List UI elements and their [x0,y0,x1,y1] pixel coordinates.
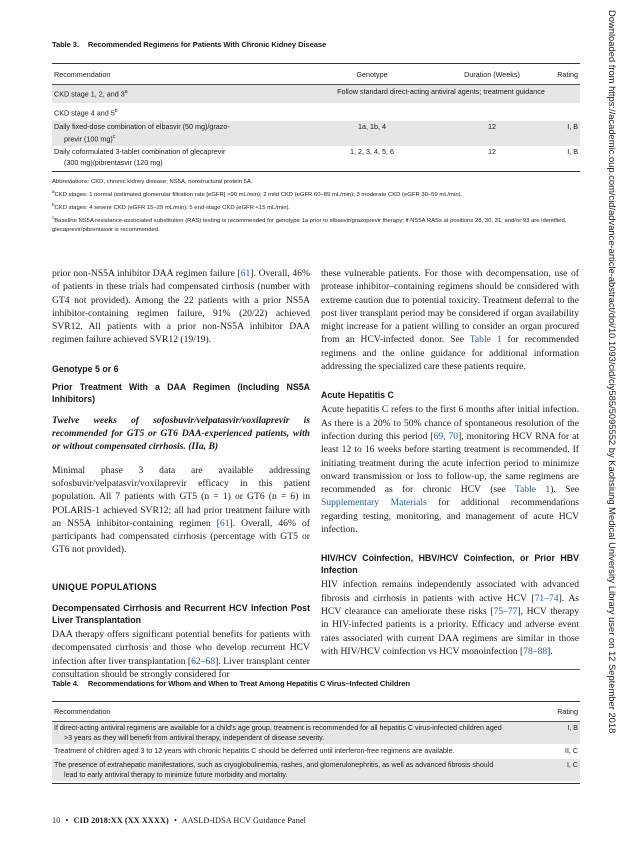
section-heading: Acute Hepatitis C [321,390,394,401]
table-row [52,103,580,121]
col-header-rating: Rating [557,707,578,716]
paragraph: Acute hepatitis C refers to the first 6 months after initial infection. As there is a 20% to 50% chance of spontaneous resolution of the infection during this period [69, 70], monitoring HCV RNA for at least 12 to 16 weeks before starting treatment is recommended. If initiating treatment during the acute infection period to minimize onward transmission or loss to follow-up, the same regimens are recommended as for chronic HCV (see Table 1). See Supplementary Materials for additional recommendations regarding testing, monitoring, and management of acute HCV infection. [321,404,579,536]
paragraph: Minimal phase 3 data are available addressing sofosbuvir/velpatasvir/voxilaprevir efficacy in this patient population. All 7 patients with GT5 (n = 1) or GT6 (n = 6) in POLARIS-1 achieved SVR12; all had prior treatment failure with an NS5A inhibitor-containing regimen [61]. Overall, 46% of participants had compensated cirrhosis (percentage with GT5 or GT6 not provided). [52,464,310,556]
paragraph: HIV infection remains independently associated with advanced fibrosis and cirrhosis in patients with active HCV [71–74]. As HCV clearance can ameliorate these risks [75–77], HCV therapy in HIV-infected patients is a priority. Efficacy and adverse event rates associated with current DAA regimens are similar in those with HIV/HCV coinfection vs HCV monoinfection [78–88]. [321,579,579,657]
download-watermark [606,10,620,780]
footnote-b: $^b$CKD stages: 4 severe CKD (eGFR 15–29 mL/min); 5 end-stage CKD (eGFR <15 mL/min). [52,202,291,212]
paragraph: prior non-NS5A inhibitor DAA regimen failure [61]. Overall, 46% of patients in these trials had compensated cirrhosis (number with GT4 not provided). Among the 22 patients with a prior NS5A inhibitor-containing regimen failure, 91% (20/22) achieved SVR12. All patients with a prior non-NS5A inhibitor DAA regimen failure achieved SVR12 (19/19). [52,268,310,346]
row-recommendation: Daily coformulated 3-tablet combination of glecaprevir (300 mg)/pibrentasvir (120 mg) [54,147,226,167]
table-3-title: Recommended Regimens for Patients With Chronic Kidney Disease [87,40,327,49]
row-recommendation: CKD stage 1, 2, and 3$^a$ [54,89,128,99]
row-duration: 12 [488,147,496,157]
row-recommendation: Daily fixed-dose combination of elbasvir (50 mg)/grazo- previr (100 mg)$^c$ [54,121,230,144]
section-heading: Genotype 5 or 6 [52,363,119,374]
table-3 [52,40,580,235]
table-3-header [52,64,580,84]
row-recommendation: Treatment of children aged 3 to 12 years with chronic hepatitis C should be deferred until interferon-free regimens are available. [54,747,455,756]
page-number: 10 [52,816,61,825]
section-heading: HIV/HCV Coinfection, HBV/HCV Coinfection, or Prior HBV Infection [321,553,579,576]
row-rating: II, C [564,747,578,756]
table-row [52,121,580,146]
table-row [52,759,580,781]
footnote-abbreviations: Abbreviations: CKD, chronic kidney disease; NS5A, nonstructural protein 5A. [52,179,253,186]
col-header-duration: Duration (Weeks) [464,69,520,79]
section-heading: UNIQUE POPULATIONS [52,581,157,592]
table-row [52,722,580,744]
table-4-caption [52,679,580,701]
citation-link[interactable]: 62–68 [191,655,216,667]
subsection-heading: Decompensated Cirrhosis and Recurrent HCV Infection Post Liver Transplantation [52,603,310,626]
row-rating: I, B [567,147,578,157]
table-link[interactable]: Table 1 [514,484,551,496]
table-3-caption [52,40,580,63]
row-recommendation: The presence of extrahepatic manifestations, such as cryoglobulinemia, rashes, and glomerulonephritis, as well as advanced fibrosis should lead to early antiviral therapy to minimize future morbidity and mortality. [54,760,494,779]
row-genotype: 1, 2, 3, 4, 5, 6 [350,147,394,157]
table-row [52,85,580,103]
row-rating: I, C [566,760,578,769]
col-header-genotype: Genotype [356,69,388,79]
journal-citation: CID 2018:XX (XX XXXX) [73,816,169,825]
supplementary-link[interactable]: Supplementary Materials [321,497,427,509]
footnote-c: $^c$Baseline NS5A resistance-associated substitution (RAS) testing is recommended for genotype 1a prior to elbasvir/grazoprevir therapy; if NS5A RASs at positions 28, 30, 31, and/or 93 are identified, glecaprevir/pibrentasvir is recommended. [52,215,567,234]
row-span-note: Follow standard direct-acting antiviral agents; treatment guidance [337,87,545,96]
table-3-number: Table 3. [52,40,79,49]
citation-link[interactable]: 69, 70 [433,430,459,442]
table-4-header [52,702,580,721]
recommendation-text: Twelve weeks of sofosbuvir/velpatasvir/voxilaprevir is recommended for GT5 or GT6 DAA-experienced patients, with or without compensated cirrhosis. (IIa, B) [52,414,310,453]
citation-link[interactable]: 61 [219,517,230,529]
paragraph: these vulnerable patients. For those with decompensation, use of protease inhibitor–containing regimens should be considered with extreme caution due to potential toxicity. Treatment deferral to the post liver transplant period may be considered if organ availability might increase for a patient willing to consider an organ procured from an HCV-infected donor. See Table 1 for recommended regimens and the online guidance for additional information addressing the specialized care these patients require. [321,268,579,373]
col-header-recommendation: Recommendation [54,69,111,79]
panel-name: AASLD-IDSA HCV Guidance Panel [181,816,307,825]
row-rating: I, B [567,724,578,732]
subsection-heading: Prior Treatment With a DAA Regimen (Including NS5A Inhibitors) [52,381,310,404]
row-duration: 12 [488,121,496,131]
citation-link[interactable]: 71–74 [534,592,559,604]
footnote-a: $^a$CKD stages: 1 normal (estimated glomerular filtration rate [eGFR] >90 mL/min); 2 mild CKD (eGFR 60–89 mL/min); 3 moderate CKD (eGFR 30–59 mL/min). [52,189,463,199]
col-header-recommendation: Recommendation [54,707,111,716]
row-rating: I, B [567,121,578,131]
row-genotype: 1a, 1b, 4 [358,121,386,131]
download-notice: Downloaded from https://academic.oup.com/cid/advance-article-abstract/doi/10.1093/cid/ciy585/5095552 by Kaohsiung Medical University Library user on 12 September 2018 [607,10,618,734]
col-header-rating: Rating [557,69,578,79]
left-column [52,267,310,689]
citation-link[interactable]: 61 [240,268,251,279]
citation-link[interactable]: 78–88 [523,645,548,657]
table-row [52,146,580,169]
table-4-title: Recommendations for Whom and When to Treat Among Hepatitis C Virus–Infected Children [87,679,410,688]
table-4 [52,669,580,784]
table-link[interactable]: Table 1 [469,334,502,346]
table-3-footnotes [52,178,580,235]
row-recommendation: If direct-acting antiviral regimens are available for a child's age group, treatment is recommended for all hepatitis C virus-infected children aged >3 years as they will benefit from antiviral therapy, independent of disease severity. [54,724,502,743]
row-recommendation: CKD stage 4 and 5$^b$ [54,107,118,118]
table-4-number: Table 4. [52,679,79,688]
right-column [321,267,579,666]
citation-link[interactable]: 75–77 [493,605,518,617]
table-row [52,744,580,758]
page-footer: 10 • CID 2018:XX (XX XXXX) • AASLD-IDSA HCV Guidance Panel [52,816,307,825]
paragraph: DAA therapy offers significant potential benefits for patients with decompensated cirrhosis and those who develop recurrent HCV infection after liver transplantation [62–68]. Liver transplant center consultation should be strongly considered for [52,629,310,680]
